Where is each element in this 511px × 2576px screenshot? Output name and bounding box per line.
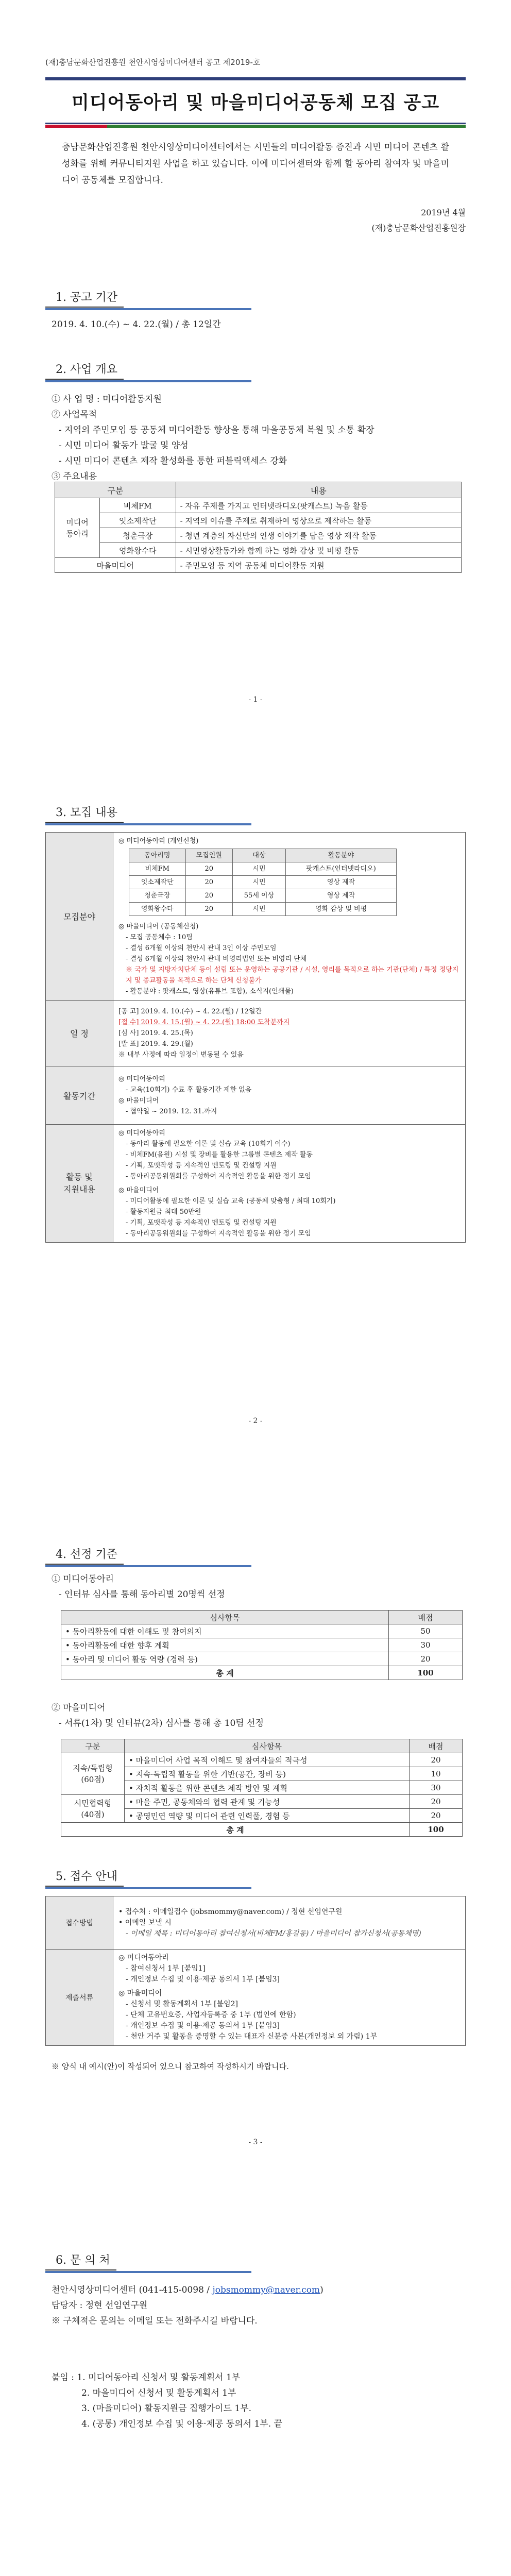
contact-suffix: ) — [320, 2285, 323, 2295]
table-cell: • 마을미디어 사업 목적 이해도 및 참여자들의 적극성 — [125, 1753, 410, 1767]
attachment-item: 2. 마을미디어 신청서 및 활동계획서 1부 — [81, 2388, 236, 2398]
docs-line: ◎ 미디어동아리 — [118, 1954, 169, 1962]
schedule-label: 일 정 — [46, 1001, 113, 1066]
table-cell: 20 — [185, 862, 232, 876]
attachment-item: 붙임 : 1. 미디어동아리 신청서 및 활동계획서 1부 — [52, 2372, 241, 2383]
page-2 — [0, 721, 511, 1443]
table-cell: 잇소제작단 — [129, 876, 186, 889]
attachment-item: 3. (마을미디어) 활동지원금 집행가이드 1부. — [81, 2403, 252, 2414]
docs-line: - 개인정보 수집 및 이용·제공 동의서 1부 [붙임3] — [126, 2022, 280, 2030]
schedule-line-deadline: [접 수] 2019. 4. 15.(월) ~ 4. 22.(월) 18:00 도착분까지 — [118, 1019, 290, 1026]
section-3-head: 3. 모집 내용 — [45, 804, 251, 823]
club-title: ◎ 미디어동아리 (개인신청) — [118, 837, 199, 845]
docs-line: - 신청서 및 활동계획서 1부 [붙임2] — [126, 2000, 239, 2008]
page-4 — [0, 2164, 511, 2576]
application-table — [45, 1896, 466, 2046]
table-header: 심사항목 — [61, 1611, 389, 1624]
table-cell: • 동아리활동에 대한 향후 계획 — [61, 1638, 389, 1652]
contact-email-link[interactable]: jobsmommy@naver.com — [212, 2285, 320, 2295]
overview-header-category: 구분 — [55, 482, 176, 498]
page-title: 미디어동아리 및 마을미디어공동체 모집 공고 — [71, 93, 440, 113]
page-3 — [0, 1443, 511, 2164]
recruit-cell — [113, 833, 466, 1001]
schedule-line: [공 고] 2019. 4. 10.(수) ~ 4. 22.(월) / 12일간 — [118, 1008, 262, 1015]
purpose-label: ② 사업목적 — [52, 410, 97, 420]
announce-date: 2019년 4월 — [421, 208, 466, 217]
contact-info — [52, 2282, 323, 2329]
page-number: - 1 - — [248, 696, 263, 704]
village-line: - 결성 6개월 이상의 천안시 관내 비영리법인 또는 비영리 단체 — [126, 955, 307, 963]
section-1-head: 1. 공고 기간 — [45, 289, 251, 308]
village-group-label: 시민협력형 (40점) — [61, 1795, 125, 1823]
table-cell: 비체FM — [129, 862, 186, 876]
overview-table — [55, 482, 462, 573]
docs-line: - 단체 고유번호증, 사업자등록증 중 1부 (법인에 한함) — [126, 2011, 296, 2019]
docs-line: - 천안 거주 및 활동을 증명할 수 있는 대표자 신분증 사본(개인정보 외 가림) 1부 — [126, 2032, 378, 2041]
table-header: 모집인원 — [185, 849, 232, 862]
method-line: • 접수처 : 이메일접수 (jobsmommy@naver.com) / 정현 선임연구원 — [118, 1907, 343, 1916]
support-line: ◎ 미디어동아리 — [118, 1129, 165, 1137]
attachment-item: 4. (공통) 개인정보 수집 및 이용·제공 동의서 1부. 끝 — [81, 2419, 282, 2429]
table-cell: 청춘극장 — [100, 528, 176, 543]
table-cell: 55세 이상 — [232, 889, 285, 903]
village-restriction-note: ※ 국가 및 지방자치단체 등이 설립 또는 운영하는 공공기관 / 시설, 영리를 목적으로 하는 기관(단체) / 특정 정당지지 및 종교활동을 목적으로 하는 단체 신청불가 — [126, 966, 459, 985]
support-label: 활동 및 지원내용 — [46, 1125, 113, 1243]
table-cell: 30 — [410, 1781, 463, 1795]
section-5-head: 5. 접수 안내 — [45, 1868, 251, 1887]
table-cell: 20 — [410, 1795, 463, 1809]
page-number: - 3 - — [248, 2138, 263, 2146]
period-label: 활동기간 — [46, 1066, 113, 1125]
title-box — [45, 77, 466, 124]
table-cell: 20 — [185, 903, 232, 916]
business-name: ① 사 업 명 : 미디어활동지원 — [52, 394, 162, 404]
table-cell: 시민 — [232, 903, 285, 916]
period-line: - 교육(10회기) 수료 후 활동기간 제한 없음 — [126, 1086, 252, 1094]
table-cell: 영상 제작 — [286, 876, 397, 889]
period-line: - 협약일 ~ 2019. 12. 31.까지 — [126, 1108, 217, 1115]
table-cell: 시민 — [232, 862, 285, 876]
table-cell: - 지역의 이슈를 주제로 취재하여 영상으로 제작하는 활동 — [176, 513, 461, 528]
table-cell: 20 — [410, 1753, 463, 1767]
support-line: - 비체FM(음원) 시설 및 장비를 활용한 그룹별 콘텐츠 제작 활동 — [126, 1151, 313, 1159]
schedule-note: ※ 내부 사정에 따라 일정이 변동될 수 있음 — [118, 1051, 244, 1059]
purpose-item: - 지역의 주민모임 등 공동체 미디어활동 향상을 통해 마을공동체 복원 및 소통 확장 — [59, 425, 374, 435]
table-cell: • 지속·독립적 활동을 위한 기반(공간, 장비 등) — [125, 1767, 410, 1781]
village-title: ◎ 마을미디어 (공동체신청) — [118, 923, 199, 930]
table-cell: • 마을 주민, 공동체와의 협력 관계 및 기능성 — [125, 1795, 410, 1809]
contact-line — [52, 2282, 323, 2298]
table-header: 배점 — [389, 1611, 463, 1624]
support-line: ◎ 마을미디어 — [118, 1187, 159, 1194]
club-recruit-table — [129, 849, 397, 916]
table-cell: • 자치적 활동을 위한 콘텐츠 제작 방안 및 계획 — [125, 1781, 410, 1795]
table-cell: 영화왕수다 — [100, 543, 176, 558]
table-cell: 잇소제작단 — [100, 513, 176, 528]
table-cell: 시민 — [232, 876, 285, 889]
announce-period: 2019. 4. 10.(수) ~ 4. 22.(월) / 총 12일간 — [52, 319, 221, 330]
table-cell: - 주민모임 등 지역 공동체 미디어활동 지원 — [176, 558, 461, 573]
village-criteria-intro — [52, 1700, 264, 1731]
support-line: - 미디어활동에 필요한 이론 및 실습 교육 (공동체 맞춤형 / 최대 10회기) — [126, 1197, 336, 1205]
notice-number: (재)충남문화산업진흥원 천안시영상미디어센터 공고 제2019-호 — [45, 58, 261, 67]
support-line: - 동아리공동워원회를 구성하여 지속적인 활동을 위한 정기 모임 — [126, 1230, 311, 1238]
contact-prefix: 천안시영상미디어센터 (041-415-0098 / — [52, 2285, 213, 2295]
contact-person: 담당자 : 정현 선임연구원 — [52, 2300, 148, 2311]
table-total-label: 총 계 — [61, 1823, 410, 1837]
village-criteria-title: ② 마을미디어 — [52, 1703, 106, 1713]
table-header: 배점 — [410, 1739, 463, 1753]
method-line: - 이메일 제목 : 미디어동아리 참여신청서(비체FM/홍길동) / 마을미디어 참가신청서(공동체명) — [126, 1929, 421, 1938]
support-line: - 동아리공동워원회를 구성하여 지속적인 활동을 위한 정기 모임 — [126, 1173, 311, 1180]
attachments — [52, 2370, 282, 2432]
docs-line: ◎ 마을미디어 — [118, 1989, 162, 1997]
issuer: (재)충남문화산업진흥원장 — [371, 223, 466, 233]
table-header: 대상 — [232, 849, 285, 862]
support-cell — [113, 1125, 466, 1243]
table-cell: 20 — [389, 1652, 463, 1666]
docs-line: - 개인정보 수집 및 이용·제공 동의서 1부 [붙임3] — [126, 1975, 280, 1984]
village-line: - 활동분야 : 팟캐스트, 영상(유튜브 포함), 소식지(인쇄물) — [126, 988, 294, 995]
table-header: 심사항목 — [125, 1739, 410, 1753]
schedule-line: [심 사] 2019. 4. 25.(목) — [118, 1029, 193, 1037]
form-note: ※ 양식 내 예시(안)이 작성되어 있으니 참고하여 작성하시기 바랍니다. — [52, 2062, 289, 2071]
recruit-table — [45, 832, 466, 1243]
page-number: - 2 - — [248, 1417, 263, 1425]
club-criteria-desc: - 인터뷰 심사를 통해 동아리별 20명씩 선정 — [59, 1589, 225, 1600]
table-cell: 영화 감상 및 비평 — [286, 903, 397, 916]
support-line: - 동아리 활동에 필요한 이론 및 실습 교육 (10회기 이수) — [126, 1140, 291, 1148]
table-cell: - 청년 계층의 자신만의 인생 이야기를 담은 영상 제작 활동 — [176, 528, 461, 543]
docs-label: 제출서류 — [46, 1950, 113, 2046]
method-cell — [113, 1896, 466, 1950]
overview-group-club: 미디어 동아리 — [55, 498, 100, 558]
overview-group-village: 마을미디어 — [55, 558, 176, 573]
table-cell: 20 — [185, 889, 232, 903]
support-line: - 기획, 포맷작성 등 지속적인 멘토링 및 컨설팅 지원 — [126, 1162, 277, 1170]
contact-note: ※ 구체적은 문의는 이메일 또는 전화주시길 바랍니다. — [52, 2316, 258, 2326]
recruit-label: 모집분야 — [46, 833, 113, 1001]
section-6-head: 6. 문 의 처 — [45, 2251, 251, 2270]
table-total-value: 100 — [410, 1823, 463, 1837]
table-cell: 20 — [410, 1809, 463, 1823]
village-line: - 모집 공동체수 : 10팀 — [126, 934, 193, 941]
purpose-item: - 시민 미디어 콘텐츠 제작 활성화를 통한 퍼블릭액세스 강화 — [59, 456, 287, 466]
page-1 — [0, 0, 511, 721]
table-header: 동아리명 — [129, 849, 186, 862]
table-total-label: 총 계 — [61, 1666, 389, 1680]
schedule-line: [발 표] 2019. 4. 29.(월) — [118, 1040, 193, 1048]
title-decoration — [45, 125, 466, 128]
village-criteria-table — [61, 1739, 463, 1837]
village-line: - 결성 6개월 이상의 천안시 관내 3인 이상 주민모임 — [126, 944, 277, 952]
period-line: ◎ 미디어동아리 — [118, 1075, 165, 1083]
village-lines — [118, 932, 460, 997]
docs-cell — [113, 1950, 466, 2046]
method-line: • 이메일 보낼 시 — [118, 1918, 172, 1927]
purpose-item: - 시민 미디어 활동가 발굴 및 양성 — [59, 440, 189, 451]
table-cell: • 동아리활동에 대한 이해도 및 참여의지 — [61, 1624, 389, 1638]
purpose-list — [52, 422, 374, 469]
table-cell: 20 — [185, 876, 232, 889]
table-total-value: 100 — [389, 1666, 463, 1680]
table-cell: 팟캐스트(인터넷라디오) — [286, 862, 397, 876]
overview-header-content: 내용 — [176, 482, 461, 498]
method-label: 접수방법 — [46, 1896, 113, 1950]
business-overview — [52, 392, 374, 484]
content-label: ③ 주요내용 — [52, 471, 97, 482]
support-line: - 활동지원금 최대 50만원 — [126, 1208, 201, 1216]
period-line: ◎ 마을미디어 — [118, 1097, 159, 1105]
table-cell: 비체FM — [100, 498, 176, 513]
section-2-head: 2. 사업 개요 — [45, 361, 251, 380]
village-criteria-desc: - 서류(1차) 및 인터뷰(2차) 심사를 통해 총 10팀 선정 — [59, 1718, 264, 1728]
table-cell: 영화왕수다 — [129, 903, 186, 916]
table-cell: - 시민영상활동가와 함께 하는 영화 감상 및 비평 활동 — [176, 543, 461, 558]
club-criteria-table — [61, 1610, 463, 1680]
table-cell: 50 — [389, 1624, 463, 1638]
section-4-head: 4. 선정 기준 — [45, 1546, 251, 1565]
club-criteria-intro — [52, 1571, 225, 1602]
support-line: - 기획, 포맷작성 등 지속적인 멘토링 및 컨설팅 지원 — [126, 1219, 277, 1227]
table-header: 구분 — [61, 1739, 125, 1753]
table-cell: - 자유 주제를 가지고 인터넷라디오(팟캐스트) 녹음 활동 — [176, 498, 461, 513]
table-header: 활동분야 — [286, 849, 397, 862]
table-cell: • 동아리 및 미디어 활동 역량 (경력 등) — [61, 1652, 389, 1666]
period-cell — [113, 1066, 466, 1125]
village-group-label: 지속/독립형 (60점) — [61, 1753, 125, 1795]
club-criteria-title: ① 미디어동아리 — [52, 1574, 114, 1584]
table-cell: • 공영민연 역량 및 미디어 관련 인력풀, 경험 등 — [125, 1809, 410, 1823]
schedule-cell — [113, 1001, 466, 1066]
table-cell: 30 — [389, 1638, 463, 1652]
table-cell: 영상 제작 — [286, 889, 397, 903]
intro-paragraph: 충남문화산업진흥원 천안시영상미디어센터에서는 시민들의 미디어활동 증진과 시민 미디어 콘텐츠 활성화를 위해 커뮤니티지원 사업을 하고 있습니다. 이에 미디어센터와 함께 할 동아리 참여자 및 마을미디어 공동체를 모집합니다. — [62, 142, 449, 185]
docs-line: - 참여신청서 1부 [붙임1] — [126, 1964, 206, 1973]
table-cell: 청춘극장 — [129, 889, 186, 903]
table-cell: 10 — [410, 1767, 463, 1781]
